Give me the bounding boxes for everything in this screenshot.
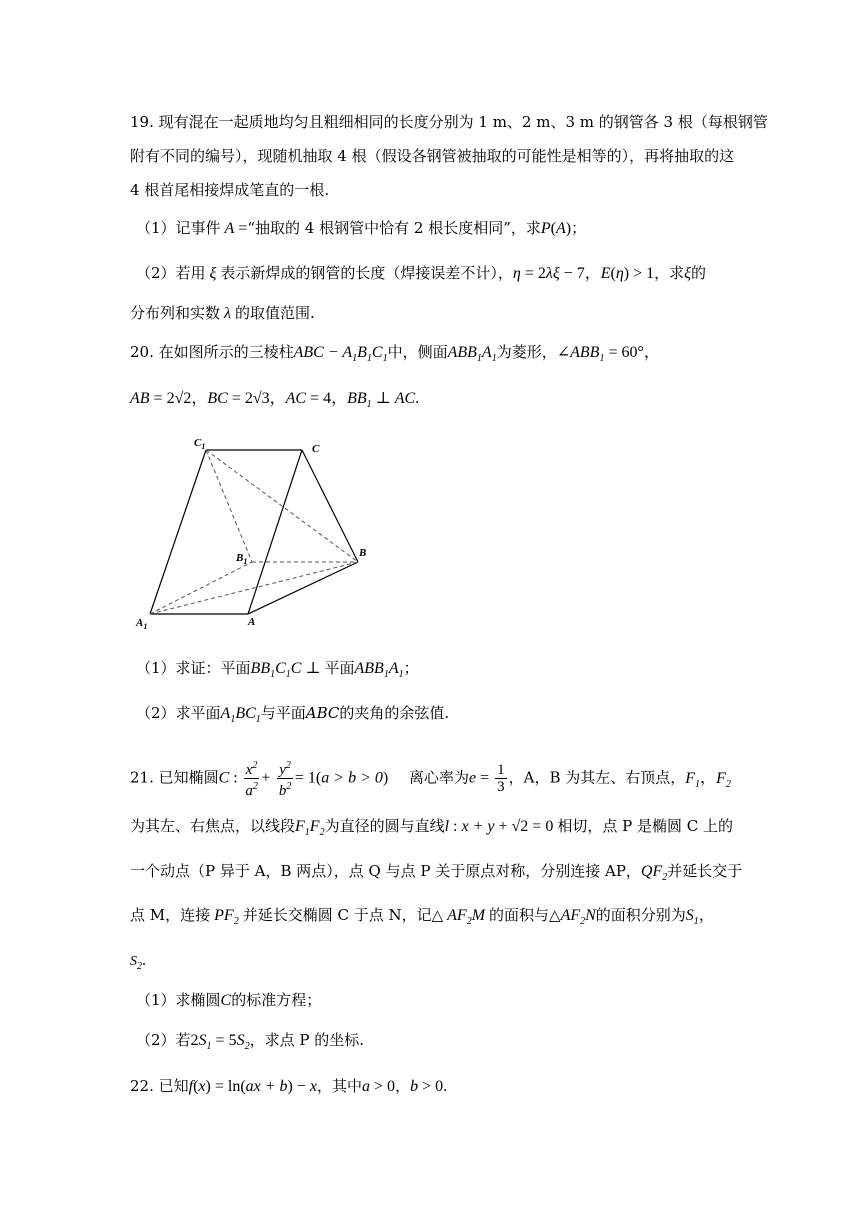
q22-line-1: 22. 已知f(x) = ln(ax + b) − x，其中a > 0，b > 0. — [130, 1077, 448, 1095]
q19-line-1: 19. 现有混在一起质地均匀且粗细相同的长度分别为 1 m、2 m、3 m 的钢管各 3 根（每根钢管 — [130, 113, 768, 131]
q20-line-1: 20. 在如图所示的三棱柱ABC − $A_1B_1C_1$中，侧面$ABB_1A_1$为菱形，$\angle ABB_1 = 60^\circ$， — [130, 343, 660, 365]
edge-cb — [302, 450, 358, 562]
q21-line-4: 点 M，连接 $PF_2$ 并延长交椭圆 C 于点 N，记△ $AF_2M$ 的面积与$\triangle AF_2N$的面积分别为$S_1$， — [130, 906, 715, 928]
prism-figure — [130, 430, 380, 630]
q19-line-2: 附有不同的编号），现随机抽取 4 根（假设各钢管被抽取的可能性是相等的），再将抽取的这 — [130, 147, 735, 165]
edge-c1a1 — [150, 450, 206, 614]
q21-line-3: 一个动点（P 异于 A，B 两点），点 Q 与点 P 关于原点对称，分别连接 AP，$QF_2$并延长交于 — [130, 862, 743, 884]
label-a: A — [248, 616, 256, 628]
q21-line-5: $S_2$. — [130, 952, 146, 972]
label-a1: $A_1$ — [136, 617, 148, 630]
q19-line-3: 4 根首尾相接焊成笔直的一根. — [130, 181, 330, 199]
q21-line-1: 21. 已知椭圆C : $\frac{x^2}{a^2}$ + $\frac{y^2}{b^2}$ = 1(a > b > 0) 离心率为e = $\frac{1}{3}$ ，A，B 为其左、右顶点，$F_1$，$F_2$ — [130, 760, 731, 799]
label-b: B — [359, 547, 367, 559]
q20-line-2: AB = 2√2，BC = 2√3，AC = 4，$BB_1$ ⊥ AC. — [130, 390, 420, 411]
q20-part-2: （2）求平面$A_1BC_1$与平面ABC的夹角的余弦值. — [136, 704, 450, 726]
q19-part-2: （2）若用 ξ 表示新焊成的钢管的长度（焊接误差不计），η = 2λξ − 7，E(η) > 1，求ξ的 — [136, 264, 706, 282]
q21-part-1: （1）求椭圆C的标准方程； — [136, 991, 322, 1009]
label-c: C — [312, 443, 320, 455]
edge-a1b — [150, 562, 358, 614]
q19-part-2-cont: 分布列和实数 λ 的取值范围. — [130, 304, 315, 322]
edge-ab — [248, 562, 358, 614]
q21-part-2: （2）若$2S_1 = 5S_2$，求点 P 的坐标. — [136, 1031, 364, 1053]
q21-line-2: 为其左、右焦点，以线段$F_1F_2$为直径的圆与直线l : x + y + √2 = 0 相切，点 P 是椭圆 C 上的 — [130, 817, 733, 839]
edge-ca — [248, 450, 302, 614]
q19-part-1: （1）记事件 A =“抽取的 4 根钢管中恰有 2 根长度相同”，求P(A)； — [136, 219, 587, 237]
label-b1: $B_1$ — [236, 552, 248, 566]
edge-c1b — [206, 450, 358, 562]
label-c1: $C_1$ — [194, 437, 206, 451]
q20-part-1: （1）求证：平面$BB_1C_1C$ ⊥ 平面$ABB_1A_1$； — [136, 659, 419, 681]
